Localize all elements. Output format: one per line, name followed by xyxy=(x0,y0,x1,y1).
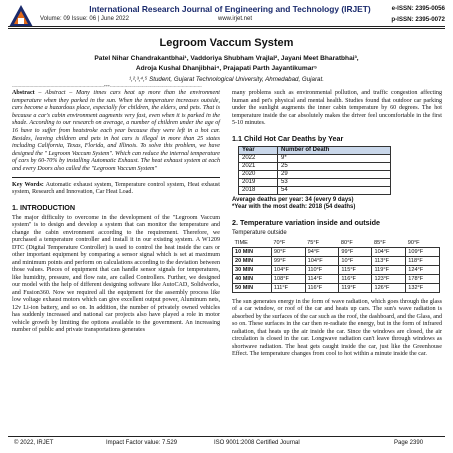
copyright: © 2022, IRJET xyxy=(14,440,54,446)
journal-website[interactable]: www.irjet.net xyxy=(218,16,253,22)
temperature-outside-label: Temperature outside xyxy=(232,229,287,236)
e-issn: e-ISSN: 2395-0056 xyxy=(391,5,445,12)
author-list xyxy=(20,54,433,74)
table-cell: 104°F xyxy=(305,256,339,265)
table-cell: 119°F xyxy=(372,265,406,274)
table-row xyxy=(233,283,440,292)
table-cell: 2022 xyxy=(239,154,278,162)
table-cell: 116°F xyxy=(339,274,372,283)
avg-line-1: Average deaths per year: 34 (every 9 days) xyxy=(232,196,354,203)
table1-heading: 1.1 Child Hot Car Deaths by Year xyxy=(232,133,344,143)
keywords xyxy=(12,182,220,197)
table-cell: 2019 xyxy=(239,178,278,186)
table-cell: 114°F xyxy=(305,274,339,283)
table-row xyxy=(239,170,391,178)
table-cell: 50 MIN xyxy=(233,283,272,292)
table-cell: 2020 xyxy=(239,170,278,178)
table-cell: 99°F xyxy=(339,247,372,256)
footer-rule xyxy=(8,436,445,437)
table-header-cell: 85°F xyxy=(372,239,406,248)
intro-heading: 1. INTRODUCTION xyxy=(12,202,76,212)
table-row xyxy=(233,256,440,265)
table-cell: 29 xyxy=(278,170,391,178)
table-cell: 123°F xyxy=(372,274,406,283)
table-cell: 110°F xyxy=(305,265,339,274)
table-row xyxy=(239,186,391,194)
table-cell: 104°F xyxy=(271,265,305,274)
table-cell: 9* xyxy=(278,154,391,162)
affiliation: ¹,²,³,⁴,⁵ Student, Gujarat Technological University, Ahmedabad, Gujarat. xyxy=(129,76,324,83)
temperature-table xyxy=(232,239,440,293)
page-number: Page 2390 xyxy=(394,440,424,446)
table-cell: 99°F xyxy=(271,256,305,265)
table-cell: 10°F xyxy=(339,256,372,265)
table-cell: 178°F xyxy=(406,274,440,283)
table-header-cell: 90°F xyxy=(406,239,440,248)
table-cell: 104°F xyxy=(372,247,406,256)
table-cell: 108°F xyxy=(271,274,305,283)
abstract-label: Abstract xyxy=(12,90,35,96)
table-header-cell: 70°F xyxy=(271,239,305,248)
table-cell: 2018 xyxy=(239,186,278,194)
abstract-rule xyxy=(12,177,220,178)
table-header-cell: Number of Death xyxy=(278,146,391,154)
abstract xyxy=(12,90,220,174)
table-cell: 116°F xyxy=(305,283,339,292)
authors-line-2: Adroja Kushal Dhanjibhai⁴, Prajapati Parth Jayantikumar⁵ xyxy=(135,65,318,72)
p-issn: p-ISSN: 2395-0072 xyxy=(391,16,445,23)
table-header-cell: 80°F xyxy=(339,239,372,248)
impact-factor: Impact Factor value: 7.529 xyxy=(106,440,178,446)
table-cell: 109°F xyxy=(406,247,440,256)
intro-paragraph: The major difficulty to overcome in the development of the "Legroom Vaccum system" is to design and develop a system that can monitor the temperature and change the cabin environment according to the requirement. Therefore, we purchased a temperature controller and install it in our existing system. A W1209 DTC (Digital Temperature Controller) is used to control the heat inside the cars or other important equipment by comparing a sensor signal which is set at maximum and minimum points and perform on calculations according to the deviation between those values. Pieces of equipment that can handle sensor signals for temperatures, like humidity, pressure, and flow rate, are called Controllers. Further, we designed our model with the help of different designing software like AutoCAD, Solidworks, and Fusion360. Now we required all the equipment for the assembly process like low voltage exhaust motors which can give excellent output power, Aluminum nets, 12v Li-ion battery, and so on. In addition, the number of privately owned vehicles has suddenly increased and national car projects also have played a role in motor vehicle growth by limiting the options available to the government. An increasing number of public and private transportations generates xyxy=(12,214,220,334)
average-deaths-note xyxy=(232,197,442,212)
table-cell: 132°F xyxy=(406,283,440,292)
separator-line: ---------------------------------------------------------------------***--------------------------------------------------------------------- xyxy=(12,84,202,89)
authors-line-1: Patel Nihar Chandrakantbhai¹, Vaddoriya Shubham Vrajlal², Jayani Meet Bharatbhai³, xyxy=(94,55,359,62)
section2-paragraph: The sun generates energy in the form of wave radiation, which goes through the glass of a car window, or roof of the car and heats up cars. The sun's wave radiation is absorbed by the surfaces of the car such as the roof, the dashboard, and the Glass, and so on. These surfaces in the car then re-radiate the energy, but in the form of infrared radiation, that heats up the air inside the car. Since the windows are closed, the air circulation is closed in the car. Longwave radiation can't leave through windows as shortwave radiation. The heat gets caught inside the car, just like the Greenhouse Effect. The temperature changes from cool to hot within a minute inside the car. xyxy=(232,298,442,357)
volume-issue: Volume: 09 Issue: 06 | June 2022 xyxy=(40,16,129,22)
paper-title: Legroom Vaccum System xyxy=(159,37,294,49)
table-cell: 126°F xyxy=(372,283,406,292)
header-rule-2 xyxy=(8,28,445,29)
hot-car-deaths-table xyxy=(238,146,391,195)
header-rule xyxy=(8,26,445,27)
table-header-cell: TIME xyxy=(233,239,272,248)
irjet-logo xyxy=(8,4,34,28)
table-cell: 124°F xyxy=(406,265,440,274)
keywords-label: Key Words: xyxy=(12,181,44,188)
table-cell: 10 MIN xyxy=(233,247,272,256)
abstract-text: – Abstract – Many times cars heat up more than the environment temperature when they parked in the sun. When the temperature increases outside, cars become a hazardous place, especially for children, the elders, and pets. That is because a car's cabin environment augments very fast, even when it is parked in the shade. According to our research on average, a number of children under the age of 16 have to suffer from heatstroke each year because they were left in a hot car. Besides, leaving children and pets in hot cars is illegal in more than 25 states including California, Texas, Florida, and Illinois. To solve this problem, we have designed the " Legroom Vaccum System". Which can reduce the internal temperature of cars by 60-70% by installing Automatic Exhaust. The heat exhaust system at each and every Doors also called the "Legroom Vaccum System" xyxy=(12,90,220,172)
table-cell: 94°F xyxy=(305,247,339,256)
table-cell: 115°F xyxy=(339,265,372,274)
table-row xyxy=(239,154,391,162)
table-cell: 25 xyxy=(278,162,391,170)
table-row xyxy=(233,247,440,256)
table-cell: 111°F xyxy=(271,283,305,292)
table-cell: 53 xyxy=(278,178,391,186)
table-header-row xyxy=(233,239,440,248)
table-row xyxy=(233,274,440,283)
keywords-text: Automatic exhaust system, Temperature control system, Heat exhaust system, Research and Innovation, Car Heat Load. xyxy=(12,181,220,196)
table-cell: 30 MIN xyxy=(233,265,272,274)
intro-continued: many problems such as environmental pollution, and traffic congestion affecting human and pet's physical and mental health. Studies found that outdoor car parking under the sunlight augments the inner cabin temperature by 60 degrees. The hot temperature inside the car absolutely makes the driver feel uncomfortable in the first 5-10 minutes. xyxy=(232,90,442,126)
table-cell: 118°F xyxy=(406,256,440,265)
table-header-row xyxy=(239,146,391,154)
table-row xyxy=(233,265,440,274)
table-cell: 119°F xyxy=(339,283,372,292)
table-header-cell: Year xyxy=(239,146,278,154)
left-column xyxy=(12,90,220,335)
iso-certification: ISO 9001:2008 Certified Journal xyxy=(214,440,300,446)
right-column xyxy=(232,90,442,359)
table-header-cell: 75°F xyxy=(305,239,339,248)
section2-heading: 2. Temperature variation inside and outside xyxy=(232,217,381,227)
journal-title: International Research Journal of Engineering and Technology (IRJET) xyxy=(89,4,371,14)
table-cell: 113°F xyxy=(372,256,406,265)
table-cell: 40 MIN xyxy=(233,274,272,283)
avg-line-2: *Year with the most death: 2018 (54 deaths) xyxy=(232,204,356,210)
table-cell: 54 xyxy=(278,186,391,194)
table-cell: 90°F xyxy=(271,247,305,256)
table-cell: 2021 xyxy=(239,162,278,170)
table-cell: 20 MIN xyxy=(233,256,272,265)
table-row xyxy=(239,162,391,170)
table-row xyxy=(239,178,391,186)
